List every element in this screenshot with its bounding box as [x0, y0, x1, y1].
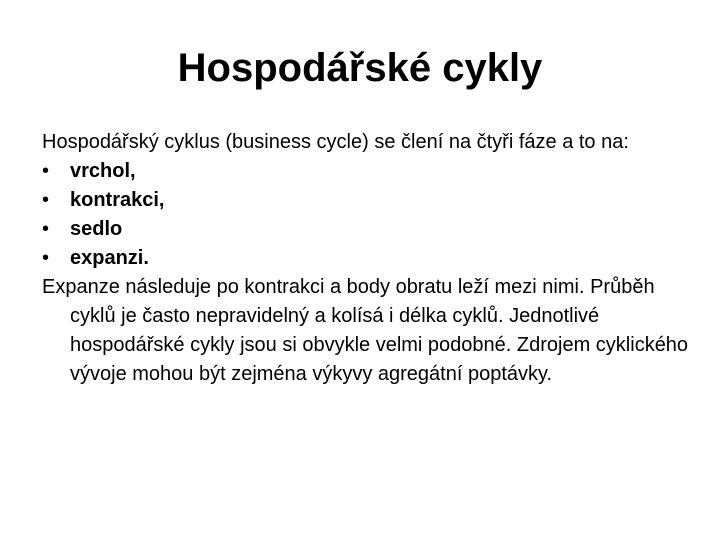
phase-label: kontrakci, [70, 189, 165, 211]
phase-item [42, 244, 692, 273]
slide-title: Hospodářské cykly [177, 46, 543, 90]
phase-item [42, 186, 692, 215]
phase-item [42, 215, 692, 244]
phase-item [42, 157, 692, 186]
intro-paragraph: Hospodářský cyklus (business cycle) se člení na čtyři fáze a to na: [42, 131, 629, 153]
slide-body [42, 128, 692, 389]
phase-list [42, 157, 692, 273]
expansion-paragraph: Expanze následuje po kontrakci a body obratu leží mezi nimi. Průběh cyklů je často nepravidelný a kolísá i délka cyklů. Jednotlivé hospodářské cykly jsou si obvykle velmi podobné. Zdrojem cyklického vývoje mohou být zejména výkyvy agregátní poptávky. [42, 276, 689, 385]
bullet-icon: • [42, 247, 50, 269]
phase-label: vrchol, [70, 160, 136, 182]
bullet-icon: • [42, 218, 50, 240]
phase-label: expanzi. [70, 247, 149, 269]
bullet-icon: • [42, 189, 50, 211]
phase-label: sedlo [70, 218, 123, 240]
bullet-icon: • [42, 160, 50, 182]
